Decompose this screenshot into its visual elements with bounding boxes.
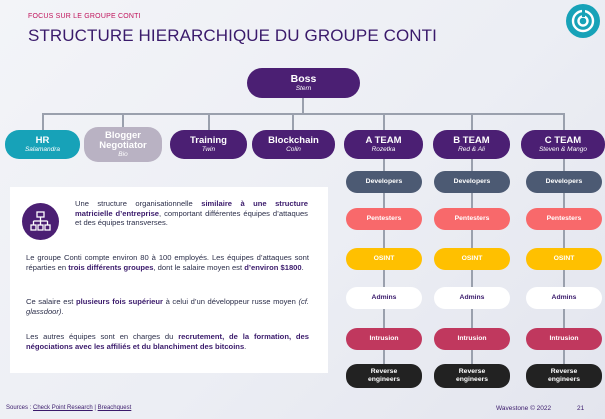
role-pill-reverse-engineers: Reverse engineers [346,364,422,388]
role-pill-pentesters: Pentesters [346,208,422,230]
page-title: STRUCTURE HIERARCHIQUE DU GROUPE CONTI [28,26,437,45]
dept-training [170,130,247,159]
dept-alias: Colin [286,146,301,153]
dept-blogger-negotiator [84,127,162,162]
connector [42,113,564,115]
source-link-breachquest[interactable]: Breachquest [97,405,132,411]
dept-name: Training [190,135,227,146]
info-paragraph-4: Les autres équipes sont en charges du recrutement, de la formation, des négociations avec les affiliés et du blanchiment des bitcoins. [26,332,310,351]
info-paragraph-3: Ce salaire est plusieurs fois supérieur à celui d’un développeur russe moyen (cf. glassdoor). [26,297,309,316]
role-pill-osint: OSINT [434,248,510,270]
role-pill-developers: Developers [526,171,602,193]
info-paragraph-2: Le groupe Conti compte environ 80 à 100 employés. Les équipes d’attaques sont réparties en trois différents groupes, dont le salaire moyen est d’environ $1800. [26,253,309,272]
team-alias: Rozetka [371,146,396,153]
team-name: A TEAM [365,135,402,146]
boss-name: Boss [290,72,317,85]
team-a [344,130,423,159]
sources: Sources : Check Point Research | Breachquest [6,405,132,411]
copyright: Wavestone © 2022 [496,405,552,412]
role-pill-intrusion: Intrusion [346,328,422,350]
team-c [521,130,605,159]
role-pill-reverse-engineers: Reverse engineers [526,364,602,388]
boss-alias: Stern [295,84,312,92]
connector [292,113,294,130]
role-pill-pentesters: Pentesters [434,208,510,230]
team-alias: Steven & Mango [538,146,588,153]
role-pill-osint: OSINT [346,248,422,270]
connector [208,113,210,130]
role-pill-intrusion: Intrusion [526,328,602,350]
dept-name: HR [35,135,50,146]
dept-name: Blockchain [268,135,319,146]
connector [563,113,565,130]
role-pill-admins: Admins [346,287,422,309]
logo-swirl-icon [571,9,595,33]
role-pill-admins: Admins [434,287,510,309]
dept-hr [5,130,80,159]
role-pill-reverse-engineers: Reverse engineers [434,364,510,388]
dept-name: Blogger Negotiator [99,129,147,151]
role-pill-pentesters: Pentesters [526,208,602,230]
wavestone-logo [566,4,600,38]
team-name: B TEAM [453,135,490,146]
role-pill-developers: Developers [434,171,510,193]
page-number: 21 [577,405,585,412]
source-link-checkpoint[interactable]: Check Point Research [33,405,93,411]
role-pill-developers: Developers [346,171,422,193]
role-pill-intrusion: Intrusion [434,328,510,350]
section-kicker: FOCUS SUR LE GROUPE CONTI [28,13,141,20]
dept-alias: Salamandra [24,146,61,153]
connector [383,113,385,130]
dept-alias: Twin [201,146,216,153]
dept-blockchain [252,130,335,159]
boss-node [247,68,360,98]
role-pill-admins: Admins [526,287,602,309]
team-name: C TEAM [544,135,582,146]
org-chart-icon [22,203,59,240]
team-b [433,130,510,159]
team-alias: Red & Ali [458,146,485,153]
connector [471,113,473,130]
dept-alias: Bio [118,150,128,158]
connector [302,98,304,114]
connector [42,113,44,130]
info-paragraph-1: Une structure organisationnelle similaire à une structure matricielle d’entreprise, comportant différentes équipes d’attaques et des équipes transverses. [75,199,308,228]
role-pill-osint: OSINT [526,248,602,270]
